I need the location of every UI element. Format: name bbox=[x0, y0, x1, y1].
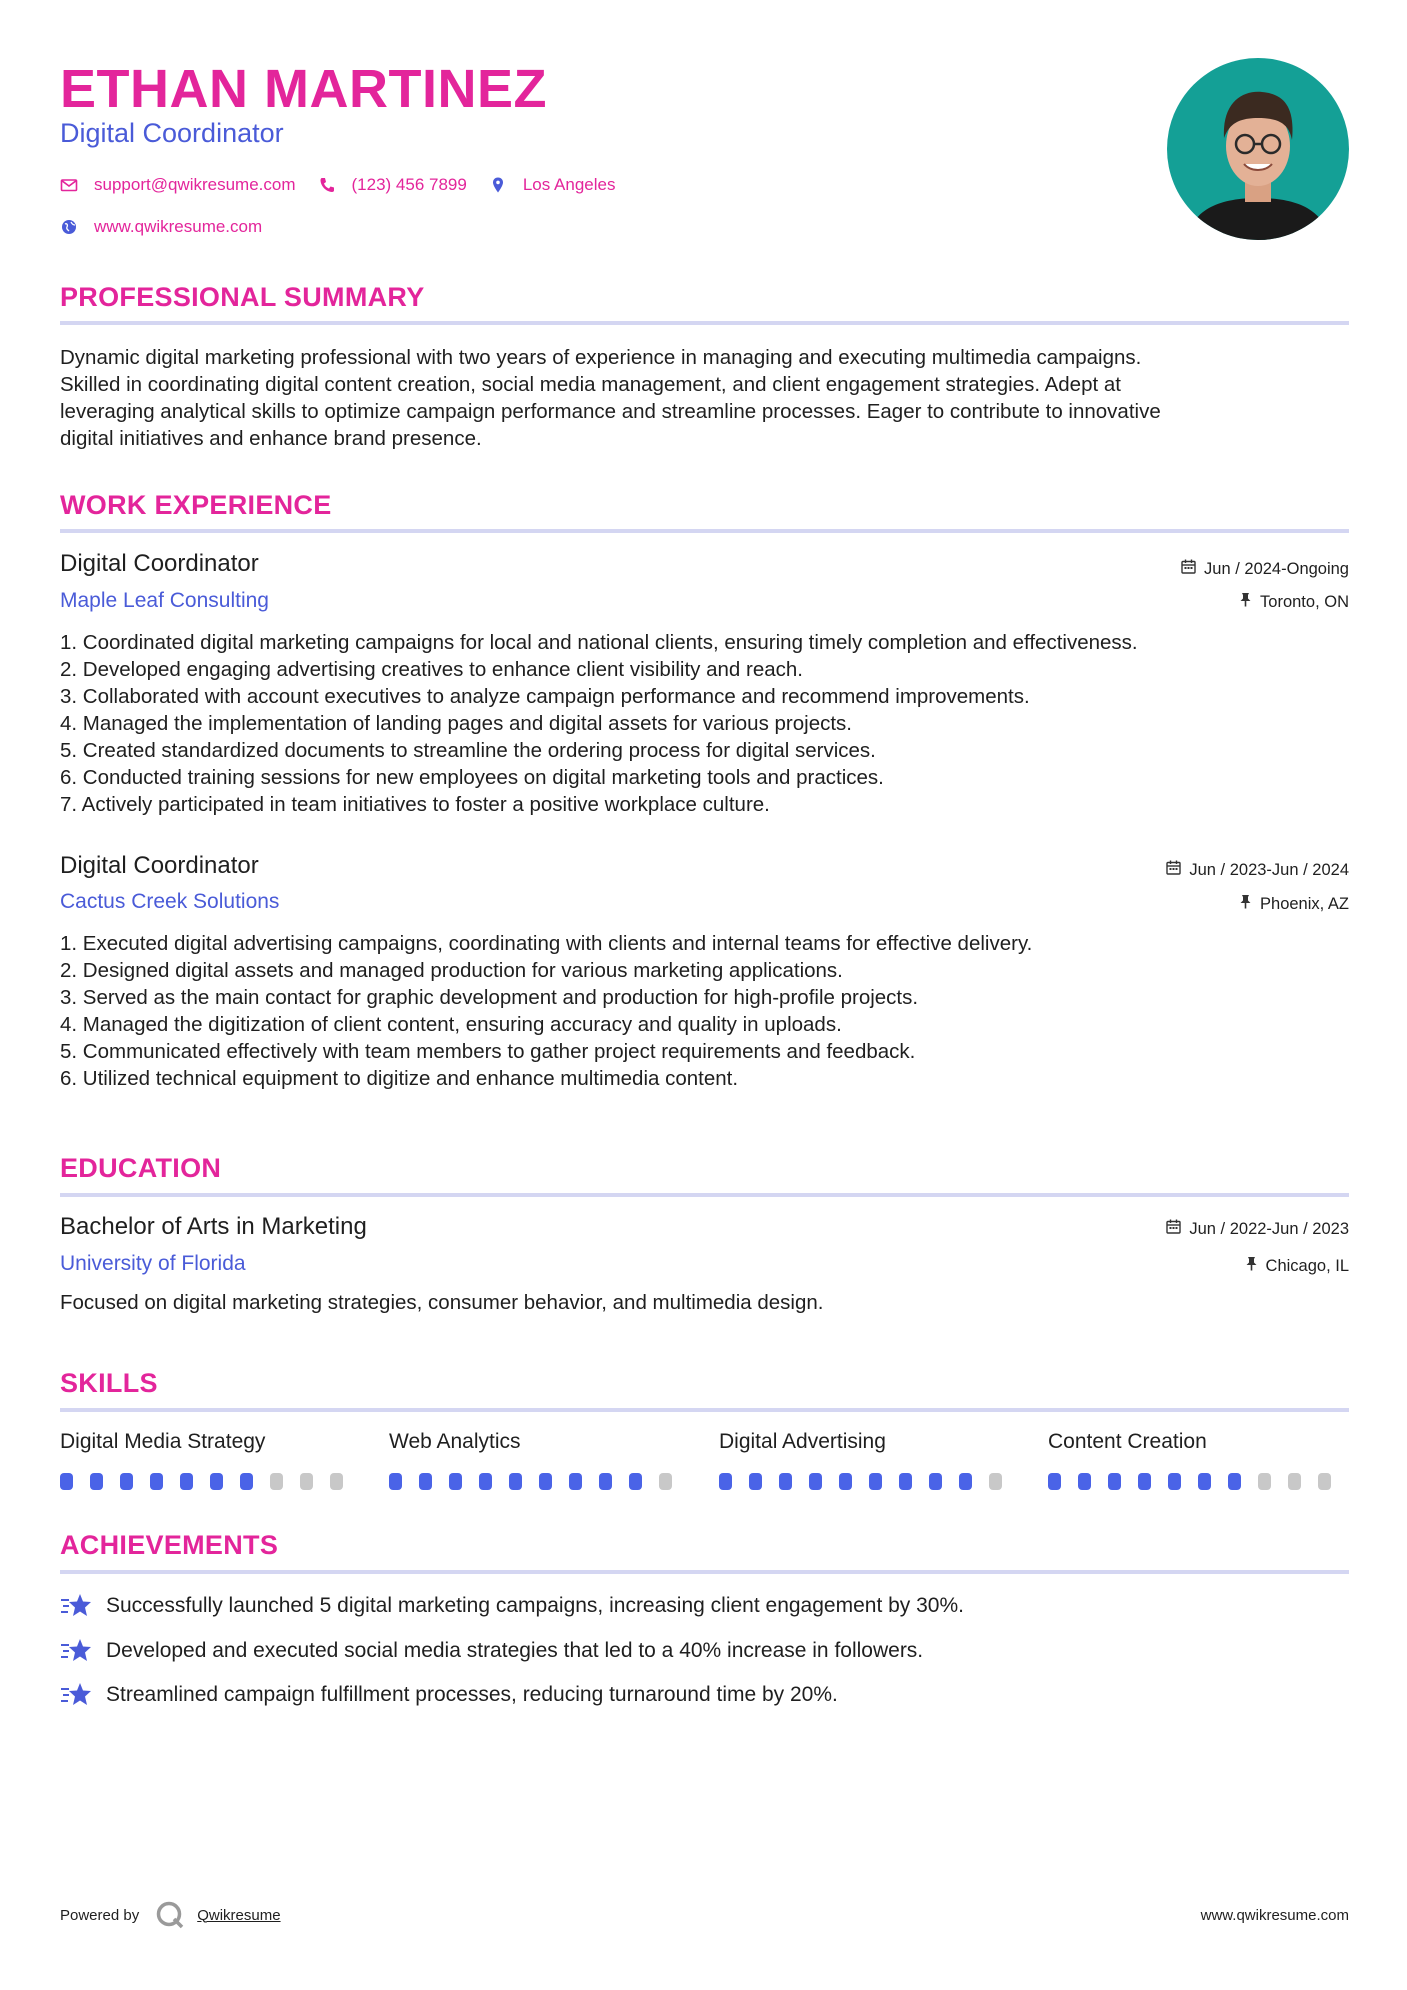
job-dates-text: Jun / 2024-Ongoing bbox=[1204, 559, 1349, 578]
job-company: Maple Leaf Consulting bbox=[60, 589, 269, 612]
education-dates-text: Jun / 2022-Jun / 2023 bbox=[1189, 1219, 1349, 1238]
summary-divider bbox=[60, 321, 1349, 325]
experience-divider bbox=[60, 529, 1349, 533]
job-dates bbox=[1166, 860, 1349, 880]
rating-dot-filled bbox=[959, 1473, 972, 1490]
skill-rating bbox=[719, 1473, 1019, 1490]
rating-dot-filled bbox=[1168, 1473, 1181, 1490]
star-icon bbox=[60, 1637, 92, 1665]
skill-rating bbox=[1048, 1473, 1348, 1490]
achievement-item bbox=[60, 1637, 923, 1665]
education-divider bbox=[60, 1193, 1349, 1197]
skill-name: Content Creation bbox=[1048, 1430, 1207, 1453]
calendar-icon bbox=[1166, 1219, 1181, 1239]
education-description: Focused on digital marketing strategies, consumer behavior, and multimedia design. bbox=[60, 1291, 824, 1314]
experience-heading: WORK EXPERIENCE bbox=[60, 490, 332, 520]
summary-line: Skilled in coordinating digital content creation, social media management, and client engagement strategies. Adept at bbox=[60, 373, 1121, 396]
footer-website[interactable]: www.qwikresume.com bbox=[1200, 1907, 1349, 1924]
rating-dot-filled bbox=[539, 1473, 552, 1490]
job-bullet: 6. Conducted training sessions for new employees on digital marketing tools and practices. bbox=[60, 766, 884, 789]
brand-link[interactable]: Qwikresume bbox=[197, 1906, 281, 1924]
job-bullet: 5. Communicated effectively with team members to gather project requirements and feedback. bbox=[60, 1040, 916, 1063]
powered-by-text: Powered by bbox=[60, 1906, 140, 1924]
contact-row-2 bbox=[60, 217, 284, 237]
rating-dot-filled bbox=[509, 1473, 522, 1490]
skill-rating bbox=[389, 1473, 689, 1490]
candidate-name: ETHAN MARTINEZ bbox=[60, 59, 547, 119]
rating-dot-filled bbox=[60, 1473, 73, 1490]
summary-line: Dynamic digital marketing professional with two years of experience in managing and executing multimedia campaigns. bbox=[60, 346, 1142, 369]
skills-divider bbox=[60, 1408, 1349, 1412]
rating-dot-filled bbox=[719, 1473, 732, 1490]
achievements-heading: ACHIEVEMENTS bbox=[60, 1530, 279, 1560]
job-bullet: 1. Executed digital advertising campaigns, coordinating with clients and internal teams for effective delivery. bbox=[60, 932, 1033, 955]
star-icon bbox=[60, 1681, 92, 1709]
job-dates bbox=[1181, 559, 1349, 579]
rating-dot-filled bbox=[569, 1473, 582, 1490]
skill-item bbox=[389, 1430, 689, 1490]
calendar-icon bbox=[1166, 860, 1181, 880]
rating-dot-filled bbox=[629, 1473, 642, 1490]
rating-dot-empty bbox=[1288, 1473, 1301, 1490]
qwikresume-logo-icon bbox=[155, 1900, 185, 1930]
job-dates-text: Jun / 2023-Jun / 2024 bbox=[1189, 860, 1349, 879]
rating-dot-empty bbox=[300, 1473, 313, 1490]
achievement-item bbox=[60, 1592, 964, 1620]
job-bullet: 4. Managed the implementation of landing pages and digital assets for various projects. bbox=[60, 712, 853, 735]
rating-dot-empty bbox=[1258, 1473, 1271, 1490]
job-bullet: 5. Created standardized documents to streamline the ordering process for digital services. bbox=[60, 739, 876, 762]
rating-dot-filled bbox=[869, 1473, 882, 1490]
contact-row-1 bbox=[60, 175, 637, 195]
skill-name: Web Analytics bbox=[389, 1430, 521, 1453]
job-bullet: 3. Served as the main contact for graphic development and production for high-profile projects. bbox=[60, 986, 919, 1009]
job-title: Digital Coordinator bbox=[60, 550, 259, 577]
phone-icon bbox=[318, 176, 336, 194]
job-company: Cactus Creek Solutions bbox=[60, 890, 280, 913]
contact-email bbox=[60, 175, 296, 195]
rating-dot-filled bbox=[120, 1473, 133, 1490]
education-location-text: Chicago, IL bbox=[1265, 1256, 1349, 1275]
rating-dot-filled bbox=[150, 1473, 163, 1490]
achievements-divider bbox=[60, 1570, 1349, 1574]
rating-dot-filled bbox=[479, 1473, 492, 1490]
summary-line: leveraging analytical skills to optimize campaign performance and streamline processes. Eager to contribute to innovative bbox=[60, 400, 1161, 423]
rating-dot-filled bbox=[389, 1473, 402, 1490]
achievement-text: Developed and executed social media strategies that led to a 40% increase in followers. bbox=[106, 1639, 924, 1662]
summary-line: digital initiatives and enhance brand presence. bbox=[60, 427, 482, 450]
job-bullets bbox=[60, 930, 1350, 1092]
skill-item bbox=[719, 1430, 1019, 1490]
school-name: University of Florida bbox=[60, 1252, 246, 1275]
job-bullets bbox=[60, 629, 1350, 818]
job-bullet: 2. Developed engaging advertising creatives to enhance client visibility and reach. bbox=[60, 658, 804, 681]
globe-icon bbox=[60, 218, 78, 236]
skill-item bbox=[1048, 1430, 1348, 1490]
rating-dot-filled bbox=[809, 1473, 822, 1490]
rating-dot-filled bbox=[1198, 1473, 1211, 1490]
rating-dot-empty bbox=[989, 1473, 1002, 1490]
summary-heading: PROFESSIONAL SUMMARY bbox=[60, 282, 425, 312]
education-location bbox=[1245, 1256, 1349, 1276]
rating-dot-empty bbox=[659, 1473, 672, 1490]
rating-dot-filled bbox=[1108, 1473, 1121, 1490]
envelope-icon bbox=[60, 176, 78, 194]
rating-dot-filled bbox=[1078, 1473, 1091, 1490]
contact-location bbox=[489, 175, 616, 195]
rating-dot-filled bbox=[899, 1473, 912, 1490]
skill-rating bbox=[60, 1473, 360, 1490]
job-location bbox=[1239, 894, 1349, 914]
rating-dot-filled bbox=[779, 1473, 792, 1490]
rating-dot-filled bbox=[240, 1473, 253, 1490]
pushpin-icon bbox=[1245, 1256, 1258, 1276]
footer-powered-by bbox=[60, 1900, 281, 1930]
rating-dot-filled bbox=[419, 1473, 432, 1490]
rating-dot-filled bbox=[929, 1473, 942, 1490]
location-text: Los Angeles bbox=[522, 175, 616, 194]
achievement-item bbox=[60, 1681, 838, 1709]
map-pin-icon bbox=[489, 176, 507, 194]
skills-heading: SKILLS bbox=[60, 1368, 158, 1398]
achievement-text: Successfully launched 5 digital marketing campaigns, increasing client engagement by 30%. bbox=[106, 1594, 964, 1617]
summary-text bbox=[60, 344, 1350, 452]
email-text[interactable]: support@qwikresume.com bbox=[94, 175, 296, 194]
rating-dot-filled bbox=[1048, 1473, 1061, 1490]
profile-photo bbox=[1167, 58, 1349, 240]
contact-website bbox=[60, 217, 262, 237]
rating-dot-filled bbox=[749, 1473, 762, 1490]
skill-name: Digital Advertising bbox=[719, 1430, 886, 1453]
pushpin-icon bbox=[1239, 894, 1252, 914]
website-text[interactable]: www.qwikresume.com bbox=[94, 217, 263, 236]
degree-title: Bachelor of Arts in Marketing bbox=[60, 1213, 367, 1240]
job-bullet: 6. Utilized technical equipment to digitize and enhance multimedia content. bbox=[60, 1067, 739, 1090]
candidate-title: Digital Coordinator bbox=[60, 118, 284, 148]
rating-dot-filled bbox=[90, 1473, 103, 1490]
job-bullet: 2. Designed digital assets and managed production for various marketing applications. bbox=[60, 959, 843, 982]
contact-phone bbox=[318, 175, 467, 195]
job-bullet: 1. Coordinated digital marketing campaigns for local and national clients, ensuring timely completion and effectiveness. bbox=[60, 631, 1138, 654]
job-location bbox=[1239, 592, 1349, 612]
rating-dot-filled bbox=[1228, 1473, 1241, 1490]
rating-dot-filled bbox=[1138, 1473, 1151, 1490]
skill-item bbox=[60, 1430, 360, 1490]
achievement-text: Streamlined campaign fulfillment processes, reducing turnaround time by 20%. bbox=[106, 1683, 838, 1706]
job-location-text: Phoenix, AZ bbox=[1260, 894, 1349, 913]
job-bullet: 3. Collaborated with account executives to analyze campaign performance and recommend improvements. bbox=[60, 685, 1030, 708]
job-bullet: 4. Managed the digitization of client content, ensuring accuracy and quality in uploads. bbox=[60, 1013, 842, 1036]
pushpin-icon bbox=[1239, 592, 1252, 612]
job-bullet: 7. Actively participated in team initiatives to foster a positive workplace culture. bbox=[60, 793, 770, 816]
job-location-text: Toronto, ON bbox=[1260, 592, 1349, 611]
rating-dot-empty bbox=[1318, 1473, 1331, 1490]
education-heading: EDUCATION bbox=[60, 1153, 222, 1183]
rating-dot-filled bbox=[210, 1473, 223, 1490]
job-title: Digital Coordinator bbox=[60, 852, 259, 879]
skill-name: Digital Media Strategy bbox=[60, 1430, 266, 1453]
rating-dot-filled bbox=[180, 1473, 193, 1490]
rating-dot-filled bbox=[599, 1473, 612, 1490]
rating-dot-empty bbox=[330, 1473, 343, 1490]
rating-dot-empty bbox=[270, 1473, 283, 1490]
calendar-icon bbox=[1181, 559, 1196, 579]
phone-text: (123) 456 7899 bbox=[351, 175, 467, 194]
education-dates bbox=[1166, 1219, 1349, 1239]
rating-dot-filled bbox=[839, 1473, 852, 1490]
rating-dot-filled bbox=[449, 1473, 462, 1490]
star-icon bbox=[60, 1592, 92, 1620]
